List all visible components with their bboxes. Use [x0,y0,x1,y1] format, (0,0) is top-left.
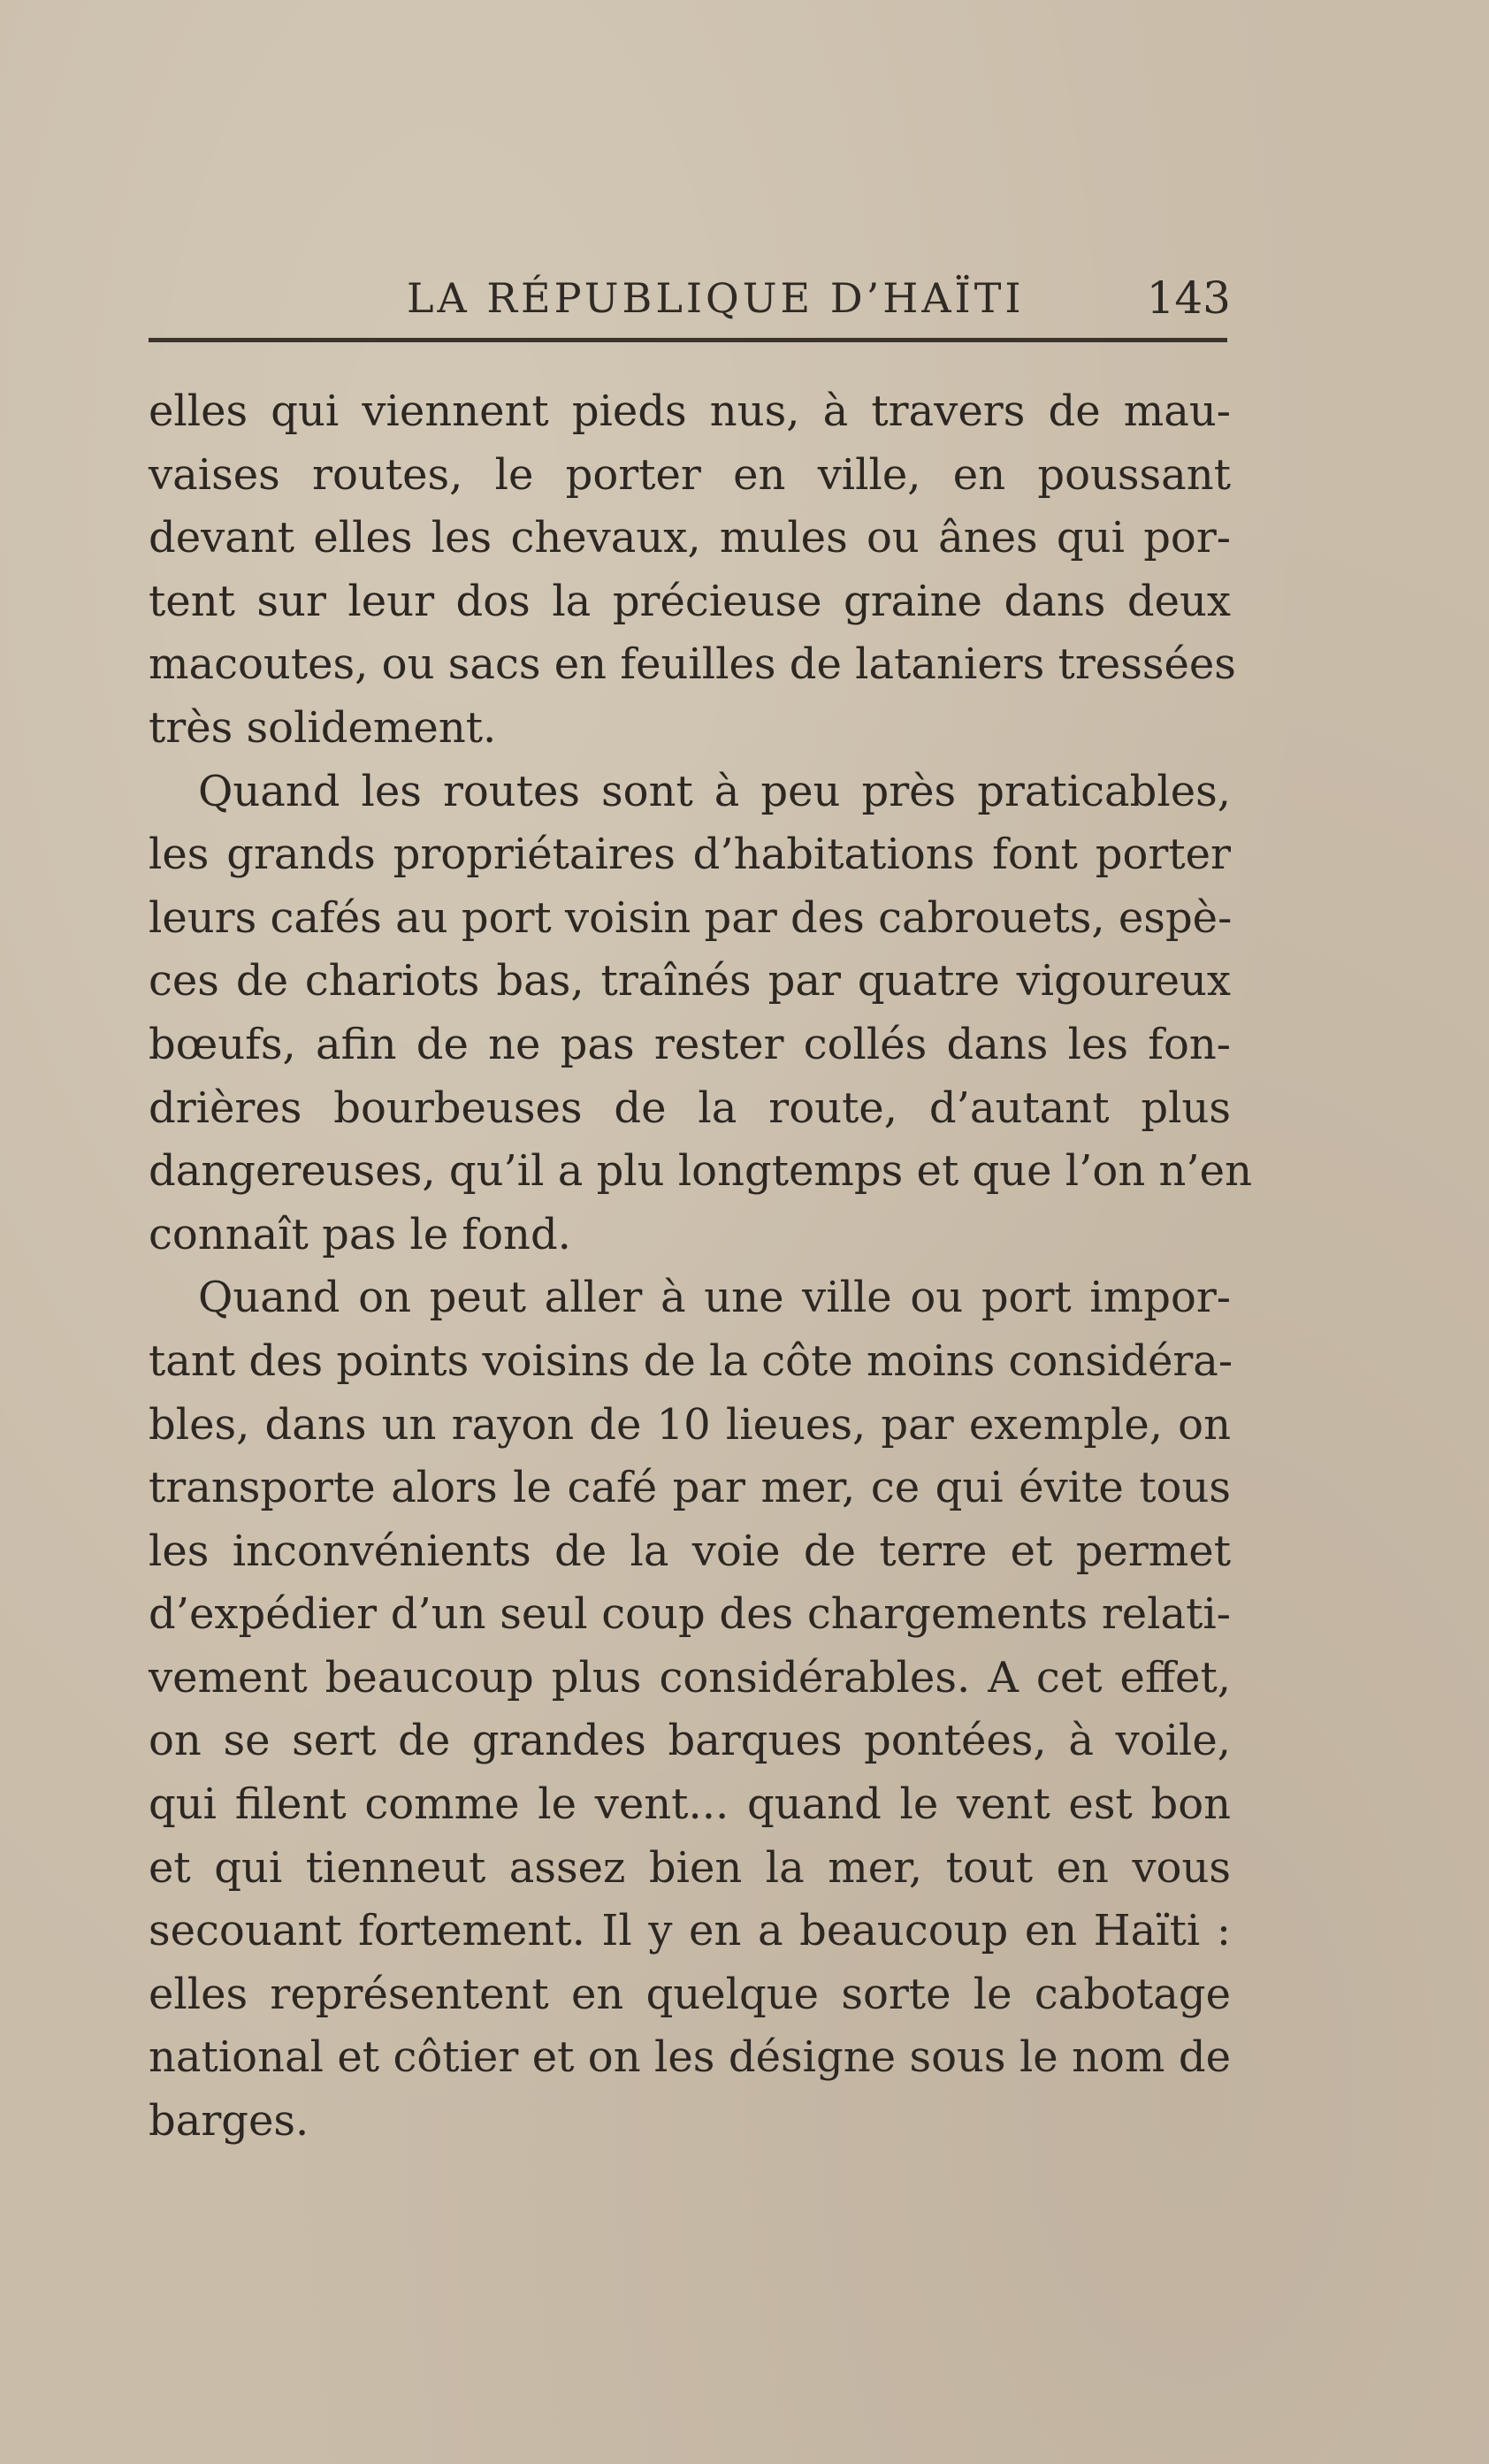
paragraph [149,1266,1231,2153]
paragraph [149,761,1252,1267]
text-line: secouant fortement. Il y en a beaucoup en Haïti : [149,1906,1231,1956]
text-line: connaît pas le fond. [149,1209,571,1259]
text-line: Quand on peut aller à une ville ou port impor- [198,1273,1231,1323]
text-line: Quand les routes sont à peu près praticables, [198,766,1231,816]
page-number: 143 [1146,272,1231,324]
text-line: national et côtier et on les désigne sous le nom de [149,2032,1231,2083]
text-line: devant elles les chevaux, mules ou ânes qui por- [149,513,1231,563]
text-line: d’expédier d’un seul coup des chargements relati- [149,1589,1231,1640]
header-rule [149,338,1227,342]
running-title: LA RÉPUBLIQUE D’HAÏTI [407,274,1025,322]
text-line: vement beaucoup plus considérables. A cet effet, [149,1652,1231,1703]
text-line: les inconvénients de la voie de terre et permet [149,1526,1231,1576]
text-line: et qui tienneut assez bien la mer, tout en vous [149,1842,1231,1893]
text-line: leurs cafés au port voisin par des cabrouets, espè- [149,892,1233,943]
text-line: dangereuses, qu’il a plu longtemps et que l’on n’en [149,1146,1252,1197]
paragraph [149,380,1236,761]
text-line: ces de chariots bas, traînés par quatre vigoureux [149,956,1231,1006]
text-line: drières bourbeuses de la route, d’autant plus [149,1083,1231,1133]
text-line: elles représentent en quelque sorte le cabotage [149,1969,1231,2019]
text-line: tent sur leur dos la précieuse graine dans deux [149,576,1231,626]
text-line: vaises routes, le porter en ville, en poussant [149,449,1231,500]
running-head [149,265,1231,340]
text-line: très solidement. [149,702,497,753]
text-line: on se sert de grandes barques pontées, à voile, [149,1716,1231,1766]
text-line: elles qui viennent pieds nus, à travers de mau- [149,386,1231,436]
body-text [149,380,1252,2154]
text-line: bœufs, afin de ne pas rester collés dans les fon- [149,1019,1231,1069]
text-line: tant des points voisins de la côte moins considéra- [149,1335,1233,1386]
text-line: les grands propriétaires d’habitations font porter [149,830,1231,880]
text-line: macoutes, ou sacs en feuilles de lataniers tressées [149,639,1236,690]
text-line: barges. [149,2096,309,2146]
text-line: qui filent comme le vent... quand le vent est bon [149,1779,1231,1830]
text-line: transporte alors le café par mer, ce qui évite tous [149,1463,1231,1513]
text-line: bles, dans un rayon de 10 lieues, par exemple, on [149,1399,1231,1450]
